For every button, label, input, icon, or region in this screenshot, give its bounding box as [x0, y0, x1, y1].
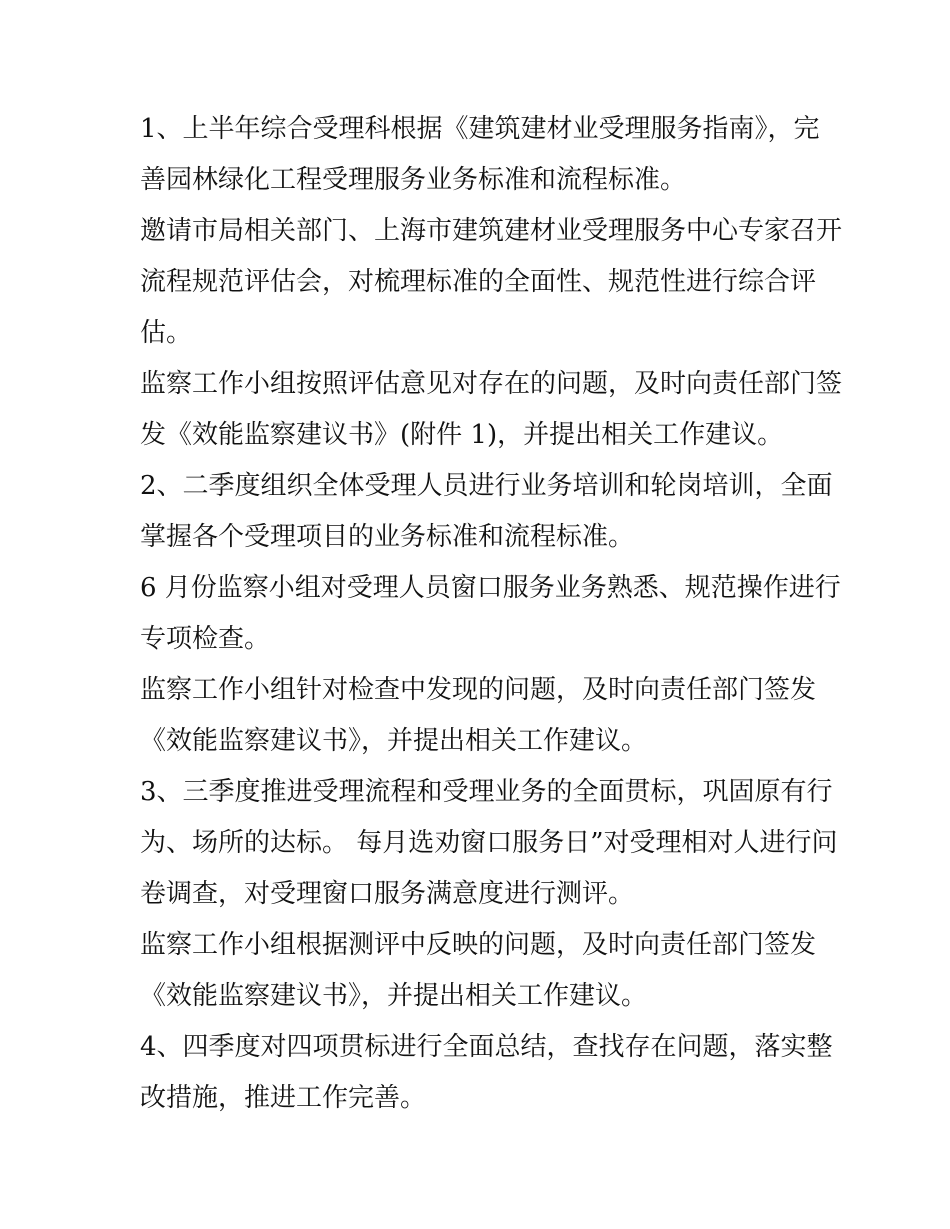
text-line-11: 专项检查。 — [140, 624, 271, 654]
text-line-8: 2、二季度组织全体受理人员进行业务培训和轮岗培训，全面 — [140, 471, 833, 501]
text-line-5: 估。 — [140, 318, 193, 348]
text-line-1: 1、上半年综合受理科根据《建筑建材业受理服务指南》，完 — [140, 114, 820, 144]
text-line-3: 邀请市局相关部门、上海市建筑建材业受理服务中心专家召开 — [140, 216, 843, 246]
text-line-18: 《效能监察建议书》，并提出相关工作建议。 — [140, 981, 648, 1011]
text-line-19: 4、四季度对四项贯标进行全面总结，查找存在问题，落实整 — [140, 1032, 833, 1062]
text-line-9: 掌握各个受理项目的业务标准和流程标准。 — [140, 522, 635, 552]
text-line-16: 卷调查，对受理窗口服务满意度进行测评。 — [140, 879, 635, 909]
text-line-10: 6 月份监察小组对受理人员窗口服务业务熟悉、规范操作进行 — [140, 573, 841, 603]
text-line-6: 监察工作小组按照评估意见对存在的问题，及时向责任部门签 — [140, 369, 843, 399]
text-line-14: 3、三季度推进受理流程和受理业务的全面贯标，巩固原有行 — [140, 777, 833, 807]
text-line-17: 监察工作小组根据测评中反映的问题，及时向责任部门签发 — [140, 930, 817, 960]
text-line-2: 善园林绿化工程受理服务业务标准和流程标准。 — [140, 165, 687, 195]
text-line-13: 《效能监察建议书》，并提出相关工作建议。 — [140, 726, 648, 756]
text-line-15: 为、场所的达标。 每月选劝窗口服务日”对受理相对人进行问 — [140, 828, 838, 858]
text-line-4: 流程规范评估会，对梳理标准的全面性、规范性进行综合评 — [140, 267, 817, 297]
text-line-7: 发《效能监察建议书》(附件 1)，并提出相关工作建议。 — [140, 420, 784, 450]
text-line-20: 改措施，推进工作完善。 — [140, 1083, 427, 1113]
document-body — [140, 104, 843, 1124]
text-line-12: 监察工作小组针对检查中发现的问题，及时向责任部门签发 — [140, 675, 817, 705]
